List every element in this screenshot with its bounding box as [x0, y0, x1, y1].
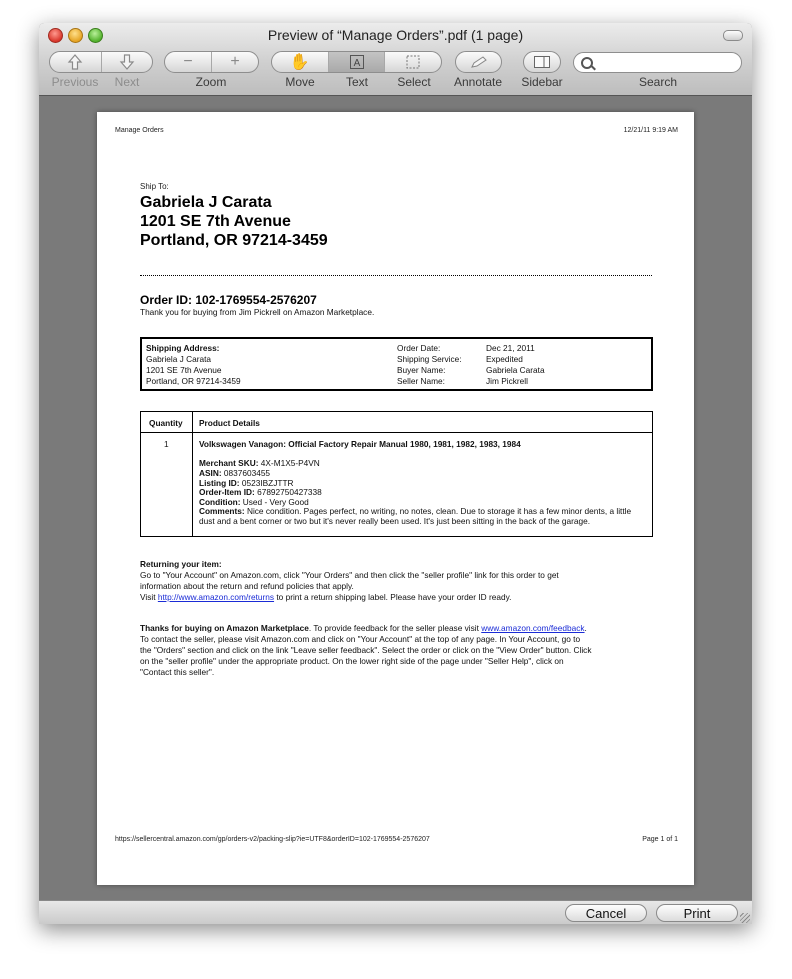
product-details-header: Product Details: [199, 418, 260, 428]
feedback-line-4: on the "seller profile" under the appropriate product. On the lower right side of the page under "Seller Help", click on: [140, 656, 564, 666]
toolbar-toggle-button[interactable]: [723, 30, 743, 41]
condition: Used - Very Good: [242, 497, 309, 507]
feedback-line-1-rest: . To provide feedback for the seller please visit: [308, 623, 479, 633]
merchant-sku-label: Merchant SKU:: [199, 458, 259, 468]
next-label: Next: [114, 75, 140, 89]
order-date-label: Order Date:: [397, 343, 441, 353]
zoom-in-button[interactable]: [211, 52, 258, 72]
returning-line-3: [140, 592, 511, 603]
comments-row: [199, 506, 631, 517]
arrow-up-icon: [67, 53, 83, 71]
shipping-service: Expedited: [486, 354, 523, 364]
selection-icon: [405, 54, 421, 70]
listing-id-label: Listing ID:: [199, 478, 240, 488]
table-column-divider: [192, 412, 193, 536]
comments-line-1: Nice condition. Pages perfect, no writing, no notes, clean. Due to storage it has a few minor dents, a little: [246, 506, 632, 516]
product-table: [140, 411, 653, 537]
search-field[interactable]: [573, 52, 742, 73]
quantity-header: Quantity: [149, 418, 183, 428]
order-id: Order ID: 102-1769554-2576207: [140, 293, 317, 307]
feedback-link[interactable]: www.amazon.com/feedback: [481, 623, 585, 633]
annotate-cell: [456, 52, 501, 72]
shipping-street: 1201 SE 7th Avenue: [146, 365, 222, 375]
page-nav-control: [49, 51, 153, 73]
order-item-id-row: [199, 487, 322, 498]
returning-line-1: Go to "Your Account" on Amazon.com, click "Your Orders" and then click the "seller profile" link for this order to get: [140, 570, 559, 580]
previous-button[interactable]: [50, 52, 101, 72]
returning-title: Returning your item:: [140, 559, 222, 569]
ship-street: 1201 SE 7th Avenue: [140, 213, 291, 230]
sidebar-button[interactable]: [523, 51, 561, 73]
feedback-line-1: [140, 623, 587, 634]
toolbar: [39, 23, 752, 96]
arrow-down-icon: [119, 53, 135, 71]
feedback-title: Thanks for buying on Amazon Marketplace: [140, 623, 309, 633]
asin-label: ASIN:: [199, 468, 222, 478]
shipping-service-label: Shipping Service:: [397, 354, 462, 364]
feedback-line-5: "Contact this seller".: [140, 667, 215, 677]
hand-icon: ✋: [289, 54, 310, 71]
ship-name: Gabriela J Carata: [140, 194, 272, 211]
ship-city: Portland, OR 97214-3459: [140, 232, 328, 249]
search-label: Search: [638, 75, 678, 89]
dialog-button-bar: [39, 900, 752, 924]
footer-url: https://sellercentral.amazon.com/gp/orders-v2/packing-slip?ie=UTF8&orderID=102-1769554-2576207: [115, 836, 430, 843]
resize-grip-icon[interactable]: [740, 913, 750, 923]
annotate-label: Annotate: [453, 75, 503, 89]
tool-mode-control: [271, 51, 442, 73]
shipping-name: Gabriela J Carata: [146, 354, 212, 364]
feedback-line-2: To contact the seller, please visit Amazon.com and click on "Your Account" at the top of any page. In Your Account, go to: [140, 634, 581, 644]
product-title: Volkswagen Vanagon: Official Factory Repair Manual 1980, 1981, 1982, 1983, 1984: [199, 439, 521, 449]
next-button[interactable]: [101, 52, 153, 72]
sidebar-label: Sidebar: [521, 75, 563, 89]
shipping-city: Portland, OR 97214-3459: [146, 376, 241, 386]
comments-label: Comments:: [199, 506, 245, 516]
text-tool-button[interactable]: [328, 52, 385, 72]
footer-page-number: Page 1 of 1: [642, 836, 678, 843]
order-item-id: 67892750427338: [257, 487, 322, 497]
search-icon: [581, 57, 593, 69]
window-title: Preview of “Manage Orders”.pdf (1 page): [267, 27, 524, 43]
zoom-label: Zoom: [195, 75, 227, 89]
svg-text:A: A: [353, 58, 360, 69]
table-header-divider: [141, 432, 652, 433]
shipping-address-title: Shipping Address:: [146, 343, 220, 353]
listing-id: 0523IBZJTTR: [241, 478, 294, 488]
seller-name-label: Seller Name:: [397, 376, 445, 386]
buyer-name-label: Buyer Name:: [397, 365, 446, 375]
move-label: Move: [285, 75, 315, 89]
zoom-control: [164, 51, 259, 73]
text-cursor-icon: [349, 54, 365, 70]
page-header-date: 12/21/11 9:19 AM: [623, 127, 678, 134]
plus-icon: +: [230, 53, 240, 70]
cut-line: [140, 275, 652, 276]
returns-link[interactable]: http://www.amazon.com/returns: [157, 592, 275, 602]
comments-line-2: dust and a bent corner or two but it's never really been used. It's just been sitting in the back of the garage.: [199, 516, 591, 526]
pdf-page: [97, 112, 694, 885]
merchant-sku: 4X-M1X5-P4VN: [260, 458, 320, 468]
shipping-info-box: [140, 337, 653, 391]
seller-name: Jim Pickrell: [486, 376, 528, 386]
order-date: Dec 21, 2011: [486, 343, 535, 353]
feedback-line-1-end: .: [584, 623, 587, 633]
visit-text: Visit: [140, 592, 156, 602]
page-header-title: Manage Orders: [115, 127, 164, 134]
thank-you-text: Thank you for buying from Jim Pickrell on Amazon Marketplace.: [140, 307, 375, 317]
feedback-line-3: the "Orders" section and click on the link "Leave seller feedback". Select the order or click on the "View Order" button. Click: [140, 645, 592, 655]
text-label: Text: [345, 75, 368, 89]
zoom-out-button[interactable]: [165, 52, 211, 72]
returning-line-3-rest: to print a return shipping label. Please have your order ID ready.: [276, 592, 512, 602]
preview-window: [39, 23, 752, 924]
ship-to-label: Ship To:: [140, 182, 169, 191]
condition-label: Condition:: [199, 497, 241, 507]
pencil-icon: [470, 55, 488, 69]
move-tool-button[interactable]: [272, 52, 328, 72]
select-tool-button[interactable]: [384, 52, 441, 72]
asin-row: [199, 468, 270, 479]
minus-icon: −: [183, 53, 193, 70]
sidebar-icon: [533, 55, 551, 69]
sidebar-cell: [524, 52, 560, 72]
print-button[interactable]: Print: [656, 904, 738, 922]
quantity-value: 1: [164, 439, 169, 449]
buyer-name: Gabriela Carata: [486, 365, 545, 375]
cancel-button[interactable]: Cancel: [565, 904, 647, 922]
order-item-id-label: Order-Item ID:: [199, 487, 255, 497]
returning-line-2: information about the return and refund policies that apply.: [140, 581, 354, 591]
merchant-sku-row: [199, 458, 320, 469]
annotate-button[interactable]: [455, 51, 502, 73]
select-label: Select: [397, 75, 431, 89]
previous-label: Previous: [51, 75, 99, 89]
asin: 0837603455: [223, 468, 271, 478]
